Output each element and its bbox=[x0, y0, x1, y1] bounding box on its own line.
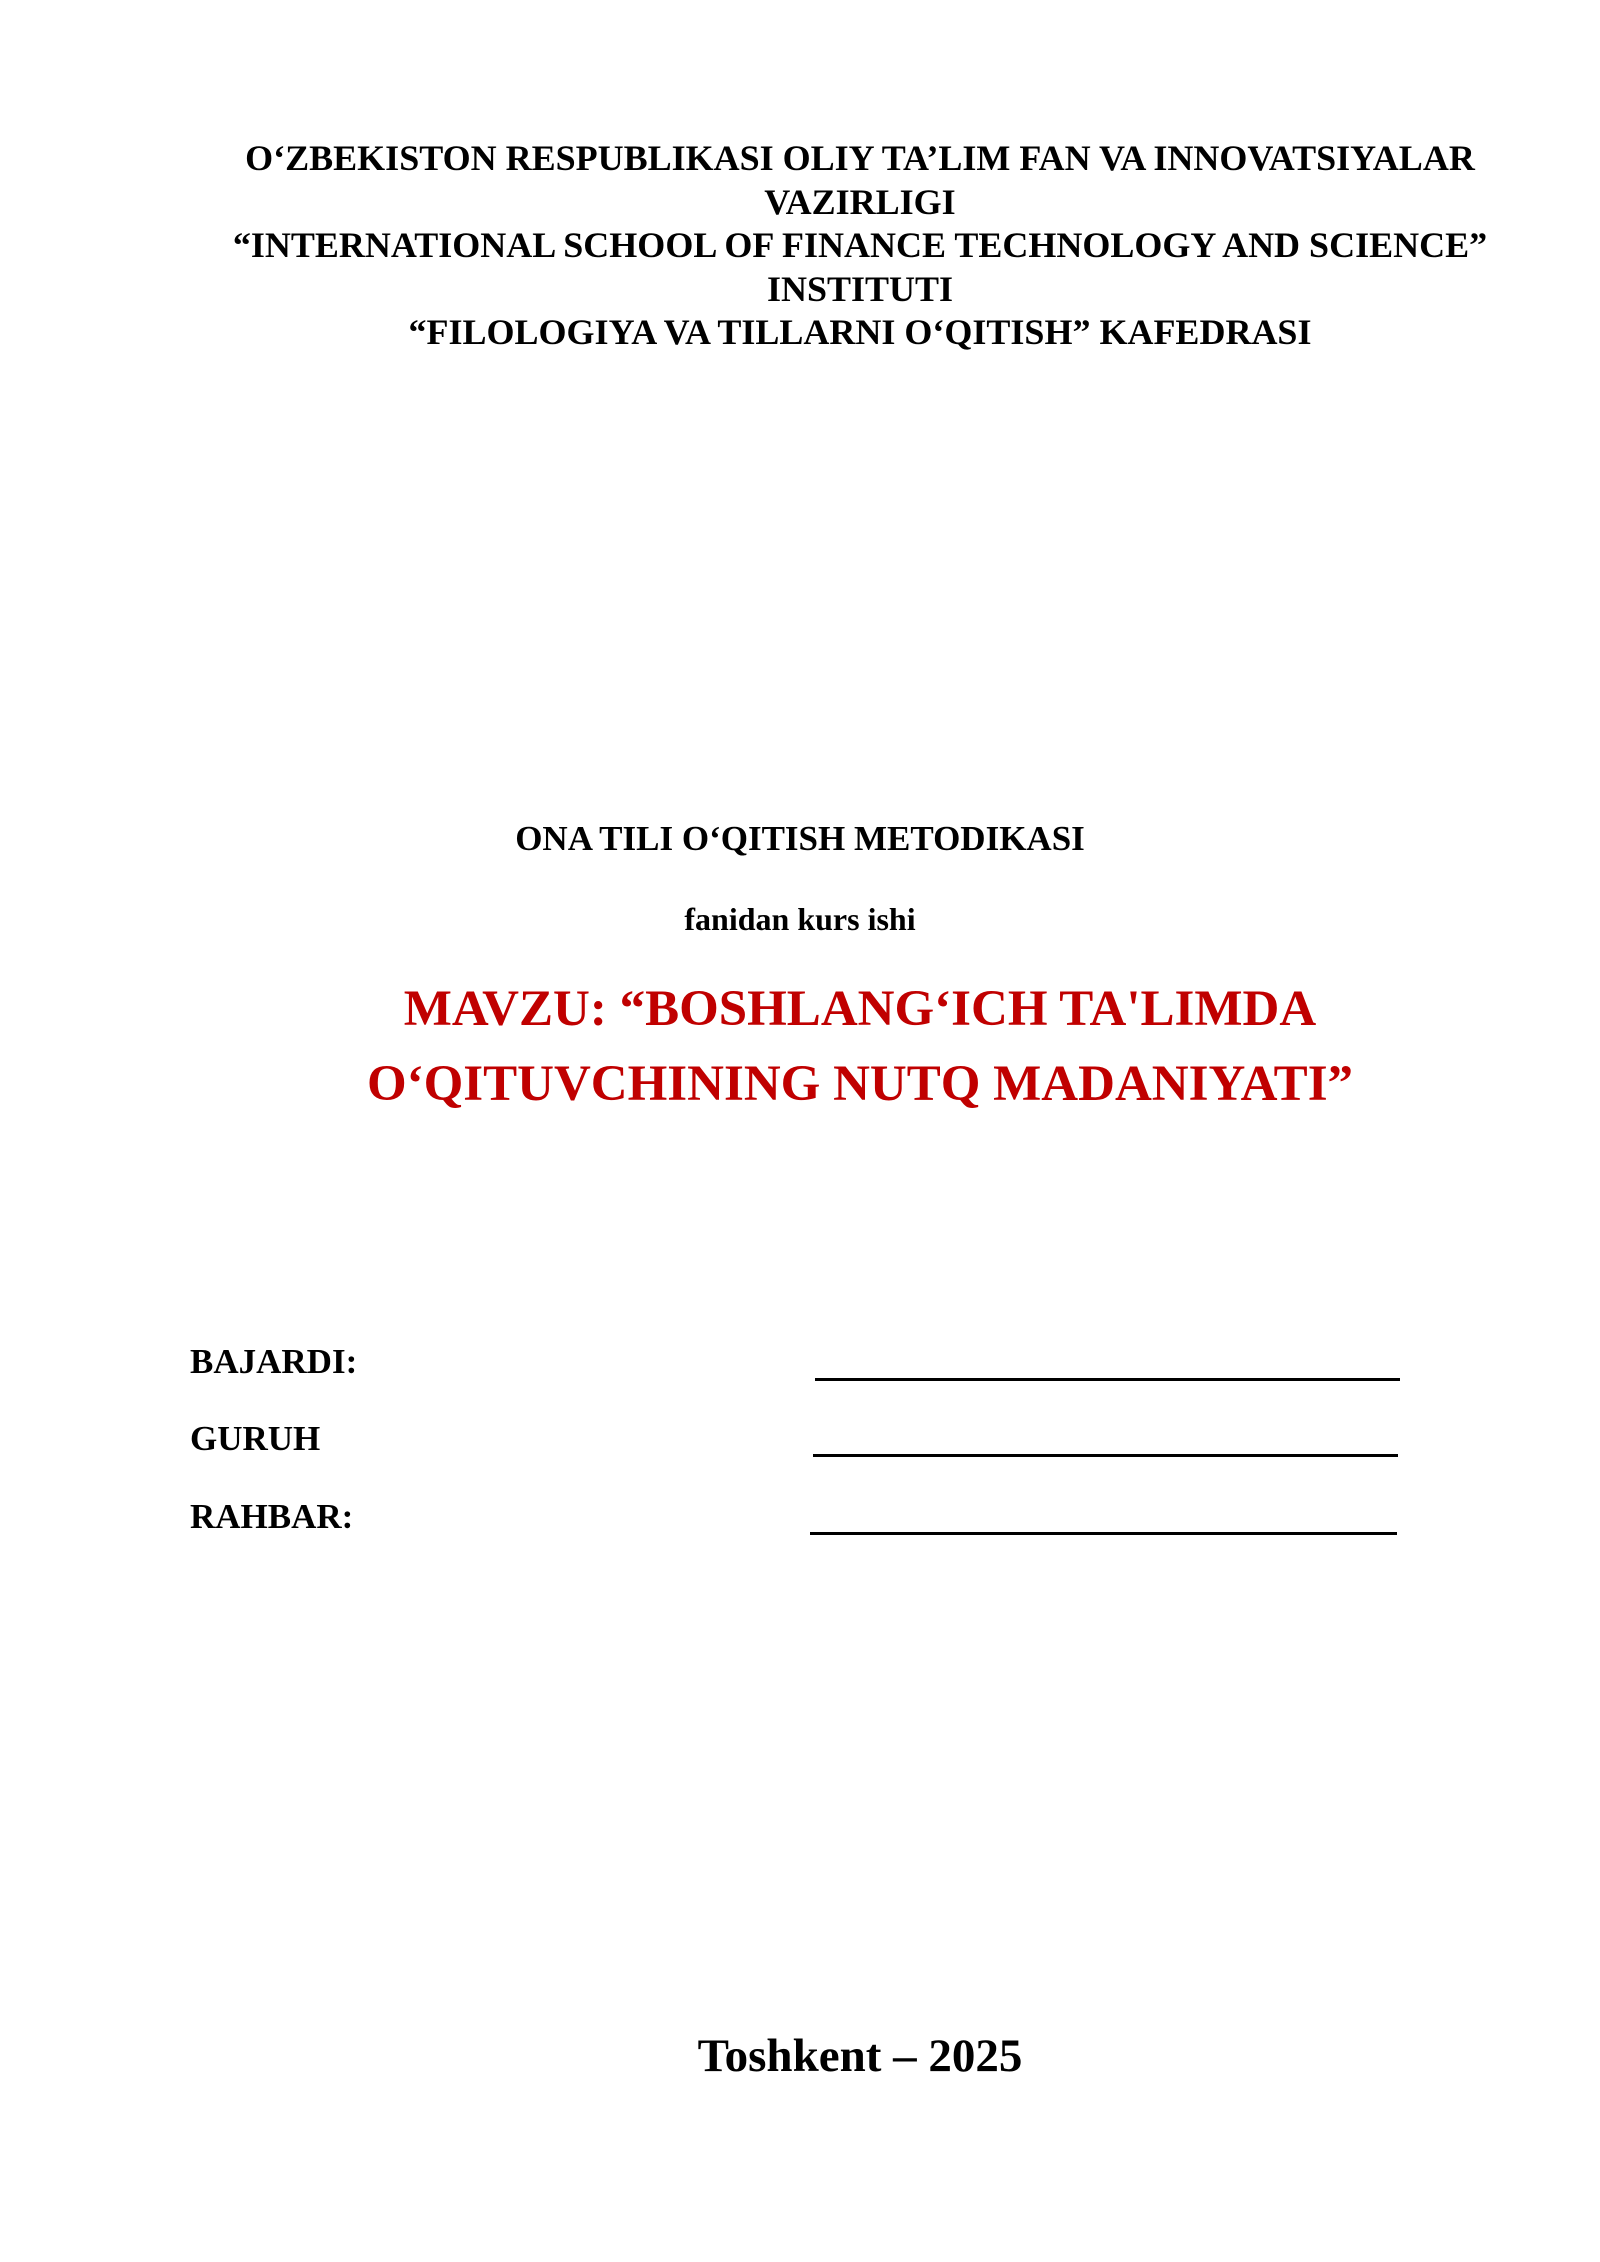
field-label-rahbar: RAHBAR: bbox=[190, 1497, 354, 1536]
topic-line-1: MAVZU: “BOSHLANG‘ICH TA'LIMDA bbox=[403, 981, 1317, 1037]
subject-title: ONA TILI O‘QITISH METODIKASI bbox=[515, 819, 1085, 858]
header-line-ministry-cont: VAZIRLIGI bbox=[764, 181, 956, 222]
place-year: Toshkent – 2025 bbox=[697, 2030, 1023, 2082]
field-line-rahbar bbox=[810, 1532, 1397, 1535]
header-line-department: “FILOLOGIYA VA TILLARNI O‘QITISH” KAFEDRASI bbox=[408, 312, 1312, 352]
topic-title bbox=[180, 972, 1540, 1122]
field-line-guruh bbox=[813, 1454, 1398, 1457]
topic-line-2: O‘QITUVCHINING NUTQ MADANIYATI” bbox=[366, 1056, 1354, 1112]
header-line-institute-cont: INSTITUTI bbox=[766, 268, 954, 309]
subject-subtitle: fanidan kurs ishi bbox=[684, 901, 916, 937]
field-label-guruh: GURUH bbox=[190, 1419, 321, 1458]
field-line-bajardi bbox=[815, 1378, 1400, 1381]
institution-header bbox=[140, 137, 1580, 355]
header-line-ministry: O‘ZBEKISTON RESPUBLIKASI OLIY TA’LIM FAN VA INNOVATSIYALAR bbox=[245, 138, 1475, 178]
header-line-institute: “INTERNATIONAL SCHOOL OF FINANCE TECHNOLOGY AND SCIENCE” bbox=[232, 225, 1488, 265]
field-label-bajardi: BAJARDI: bbox=[190, 1342, 358, 1381]
